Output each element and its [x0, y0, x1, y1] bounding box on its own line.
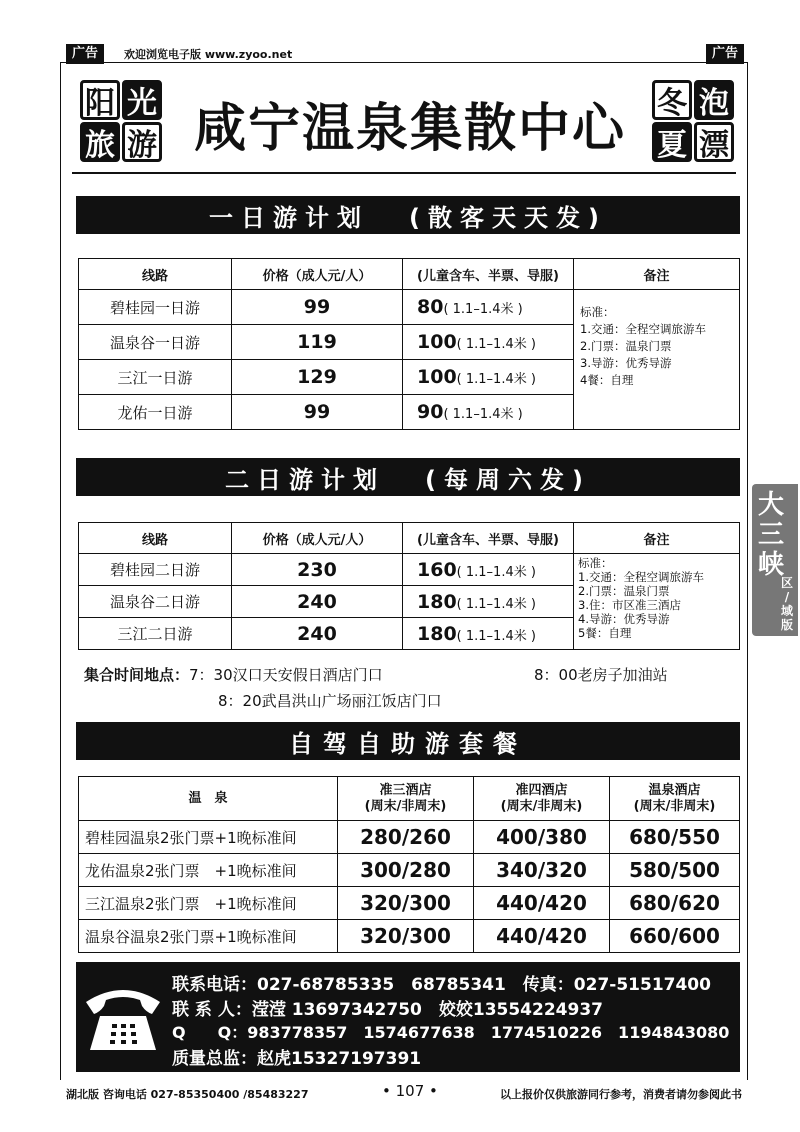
adult-price: 240 [232, 586, 403, 618]
route-name: 三江一日游 [79, 360, 232, 395]
col-header [338, 777, 474, 821]
child-height: ( 1.1–1.4米 ) [443, 302, 523, 317]
col-header-main: 温泉酒店 [648, 782, 701, 798]
adult-price: 240 [232, 618, 403, 650]
route-name: 龙佑一日游 [79, 395, 232, 430]
note-line: 4.导游：优秀导游 [578, 612, 670, 626]
price-3star: 280/260 [338, 821, 474, 854]
col-header: 线路 [79, 523, 232, 554]
col-header: 价格（成人元/人） [232, 259, 403, 290]
package-name: 龙佑温泉2张门票 +1晚标准间 [79, 854, 338, 887]
self-drive-table [78, 776, 740, 953]
child-height: ( 1.1–1.4米 ) [456, 628, 536, 644]
table-row [79, 920, 740, 953]
two-day-table [78, 522, 740, 650]
child-price-cell [403, 360, 574, 395]
meeting-label: 集合时间地点： [84, 666, 190, 684]
section-bar-two-day [76, 458, 740, 496]
price-4star: 400/380 [474, 821, 610, 854]
child-height: ( 1.1–1.4米 ) [443, 407, 523, 422]
col-header: (儿童含车、半票、导服) [403, 523, 574, 554]
header-char: 冬 [652, 80, 692, 120]
col-header: 价格（成人元/人） [232, 523, 403, 554]
child-price-cell [403, 325, 574, 360]
contact-person: 联 系 人：滢滢 13697342750 姣姣13554224937 [172, 1000, 603, 1020]
meeting-line-1-right: 8：00老房子加油站 [534, 666, 668, 684]
table-row [79, 821, 740, 854]
one-day-table [78, 258, 740, 430]
child-price: 180 [417, 590, 457, 613]
child-height: ( 1.1–1.4米 ) [456, 564, 536, 580]
section-subtitle: (散客天天发) [409, 203, 607, 232]
child-price: 180 [417, 622, 457, 645]
footer-left: 湖北版 咨询电话 027-85350400 /85483227 [66, 1088, 309, 1101]
meeting-line-2: 8：20武昌洪山广场丽江饭店门口 [218, 692, 442, 710]
side-char: 大 [758, 490, 785, 520]
child-price: 90 [417, 401, 444, 423]
note-line: 1.交通：全程空调旅游车 [578, 570, 704, 584]
adult-price: 99 [232, 290, 403, 325]
col-header-main: 温 泉 [188, 790, 228, 806]
section-title: 自驾自助游套餐 [289, 729, 527, 758]
note-line: 标准： [580, 305, 615, 319]
col-header-sub: (周末/非周末) [633, 798, 716, 814]
col-header-sub: (周末/非周末) [500, 798, 583, 814]
note-line: 2.门票：温泉门票 [580, 339, 672, 353]
col-header-main: 准四酒店 [515, 782, 568, 798]
child-price: 100 [417, 331, 457, 353]
child-price-cell [403, 586, 574, 618]
route-name: 温泉谷一日游 [79, 325, 232, 360]
header-char: 游 [122, 122, 162, 162]
child-height: ( 1.1–1.4米 ) [456, 372, 536, 387]
table-row [79, 887, 740, 920]
route-name: 温泉谷二日游 [79, 586, 232, 618]
child-price-cell [403, 395, 574, 430]
adult-price: 129 [232, 360, 403, 395]
child-price: 100 [417, 366, 457, 388]
col-header-sub: (周末/非周末) [364, 798, 447, 814]
adult-price: 99 [232, 395, 403, 430]
section-bar-self-drive [76, 722, 740, 760]
price-4star: 440/420 [474, 887, 610, 920]
header-char: 泡 [694, 80, 734, 120]
note-line: 3.住：市区准三酒店 [578, 598, 681, 612]
header-char: 漂 [694, 122, 734, 162]
section-subtitle: (每周六发) [425, 465, 591, 494]
price-hotspring-hotel: 660/600 [610, 920, 740, 953]
package-name: 三江温泉2张门票 +1晚标准间 [79, 887, 338, 920]
route-name: 三江二日游 [79, 618, 232, 650]
price-4star: 440/420 [474, 920, 610, 953]
child-price-cell [403, 290, 574, 325]
contact-qq: Q Q：983778357 1574677638 1774510226 1194843080 [172, 1023, 730, 1042]
price-hotspring-hotel: 580/500 [610, 854, 740, 887]
region-side-tab [752, 484, 798, 636]
notes-cell [574, 554, 740, 650]
child-price-cell [403, 554, 574, 586]
contact-phone: 联系电话：027-68785335 68785341 传真：027-51517400 [172, 975, 711, 995]
route-name: 碧桂园一日游 [79, 290, 232, 325]
col-header: 备注 [574, 259, 740, 290]
child-price: 80 [417, 296, 444, 318]
contact-supervisor: 质量总监：赵虎15327197391 [172, 1049, 422, 1069]
price-hotspring-hotel: 680/550 [610, 821, 740, 854]
child-price: 160 [417, 558, 457, 581]
side-small-char: 版 [780, 618, 793, 632]
col-header [474, 777, 610, 821]
side-char: 峡 [758, 550, 785, 580]
col-header: (儿童含车、半票、导服) [403, 259, 574, 290]
header-char: 旅 [80, 122, 120, 162]
ad-tag-left: 广告 [66, 44, 104, 64]
note-line: 4餐：自理 [580, 373, 634, 387]
note-line: 2.门票：温泉门票 [578, 584, 670, 598]
note-line: 5餐：自理 [578, 626, 632, 640]
price-4star: 340/320 [474, 854, 610, 887]
page-title: 咸宁温泉集散中心 [193, 98, 626, 159]
child-height: ( 1.1–1.4米 ) [456, 596, 536, 612]
note-line: 3.导游：优秀导游 [580, 356, 672, 370]
header-char: 阳 [80, 80, 120, 120]
side-small-char: 域 [780, 604, 793, 618]
meeting-info [84, 664, 383, 685]
top-rule [60, 62, 748, 63]
adult-price: 230 [232, 554, 403, 586]
table-row [79, 854, 740, 887]
note-line: 1.交通：全程空调旅游车 [580, 322, 706, 336]
section-bar-one-day [76, 196, 740, 234]
table-row [79, 290, 740, 325]
side-small-char: / [784, 590, 790, 604]
table-row [79, 554, 740, 586]
child-height: ( 1.1–1.4米 ) [456, 337, 536, 352]
adult-price: 119 [232, 325, 403, 360]
price-3star: 320/300 [338, 887, 474, 920]
package-name: 温泉谷温泉2张门票+1晚标准间 [79, 920, 338, 953]
price-hotspring-hotel: 680/620 [610, 887, 740, 920]
side-small-char: 区 [780, 576, 793, 590]
contact-box [76, 962, 740, 1072]
col-header: 备注 [574, 523, 740, 554]
col-header-main: 准三酒店 [379, 782, 432, 798]
site-url: 欢迎浏览电子版 www.zyoo.net [124, 48, 293, 61]
telephone-icon [82, 976, 164, 1056]
route-name: 碧桂园二日游 [79, 554, 232, 586]
child-price-cell [403, 618, 574, 650]
col-header: 线路 [79, 259, 232, 290]
col-header [610, 777, 740, 821]
header-rule [72, 172, 736, 174]
side-char: 三 [758, 520, 785, 550]
ad-tag-right: 广告 [706, 44, 744, 64]
note-line: 标准： [578, 556, 613, 570]
header-char: 光 [122, 80, 162, 120]
meeting-line-1: 7：30汉口天安假日酒店门口 [189, 666, 383, 684]
notes-cell [574, 290, 740, 430]
page-number: • 107 • [382, 1082, 438, 1100]
footer-right: 以上报价仅供旅游同行参考，消费者请勿参阅此书 [500, 1088, 742, 1101]
price-3star: 320/300 [338, 920, 474, 953]
section-title: 二日游计划 [225, 465, 386, 494]
section-title: 一日游计划 [209, 203, 370, 232]
col-header [79, 777, 338, 821]
package-name: 碧桂园温泉2张门票+1晚标准间 [79, 821, 338, 854]
header-char: 夏 [652, 122, 692, 162]
price-3star: 300/280 [338, 854, 474, 887]
